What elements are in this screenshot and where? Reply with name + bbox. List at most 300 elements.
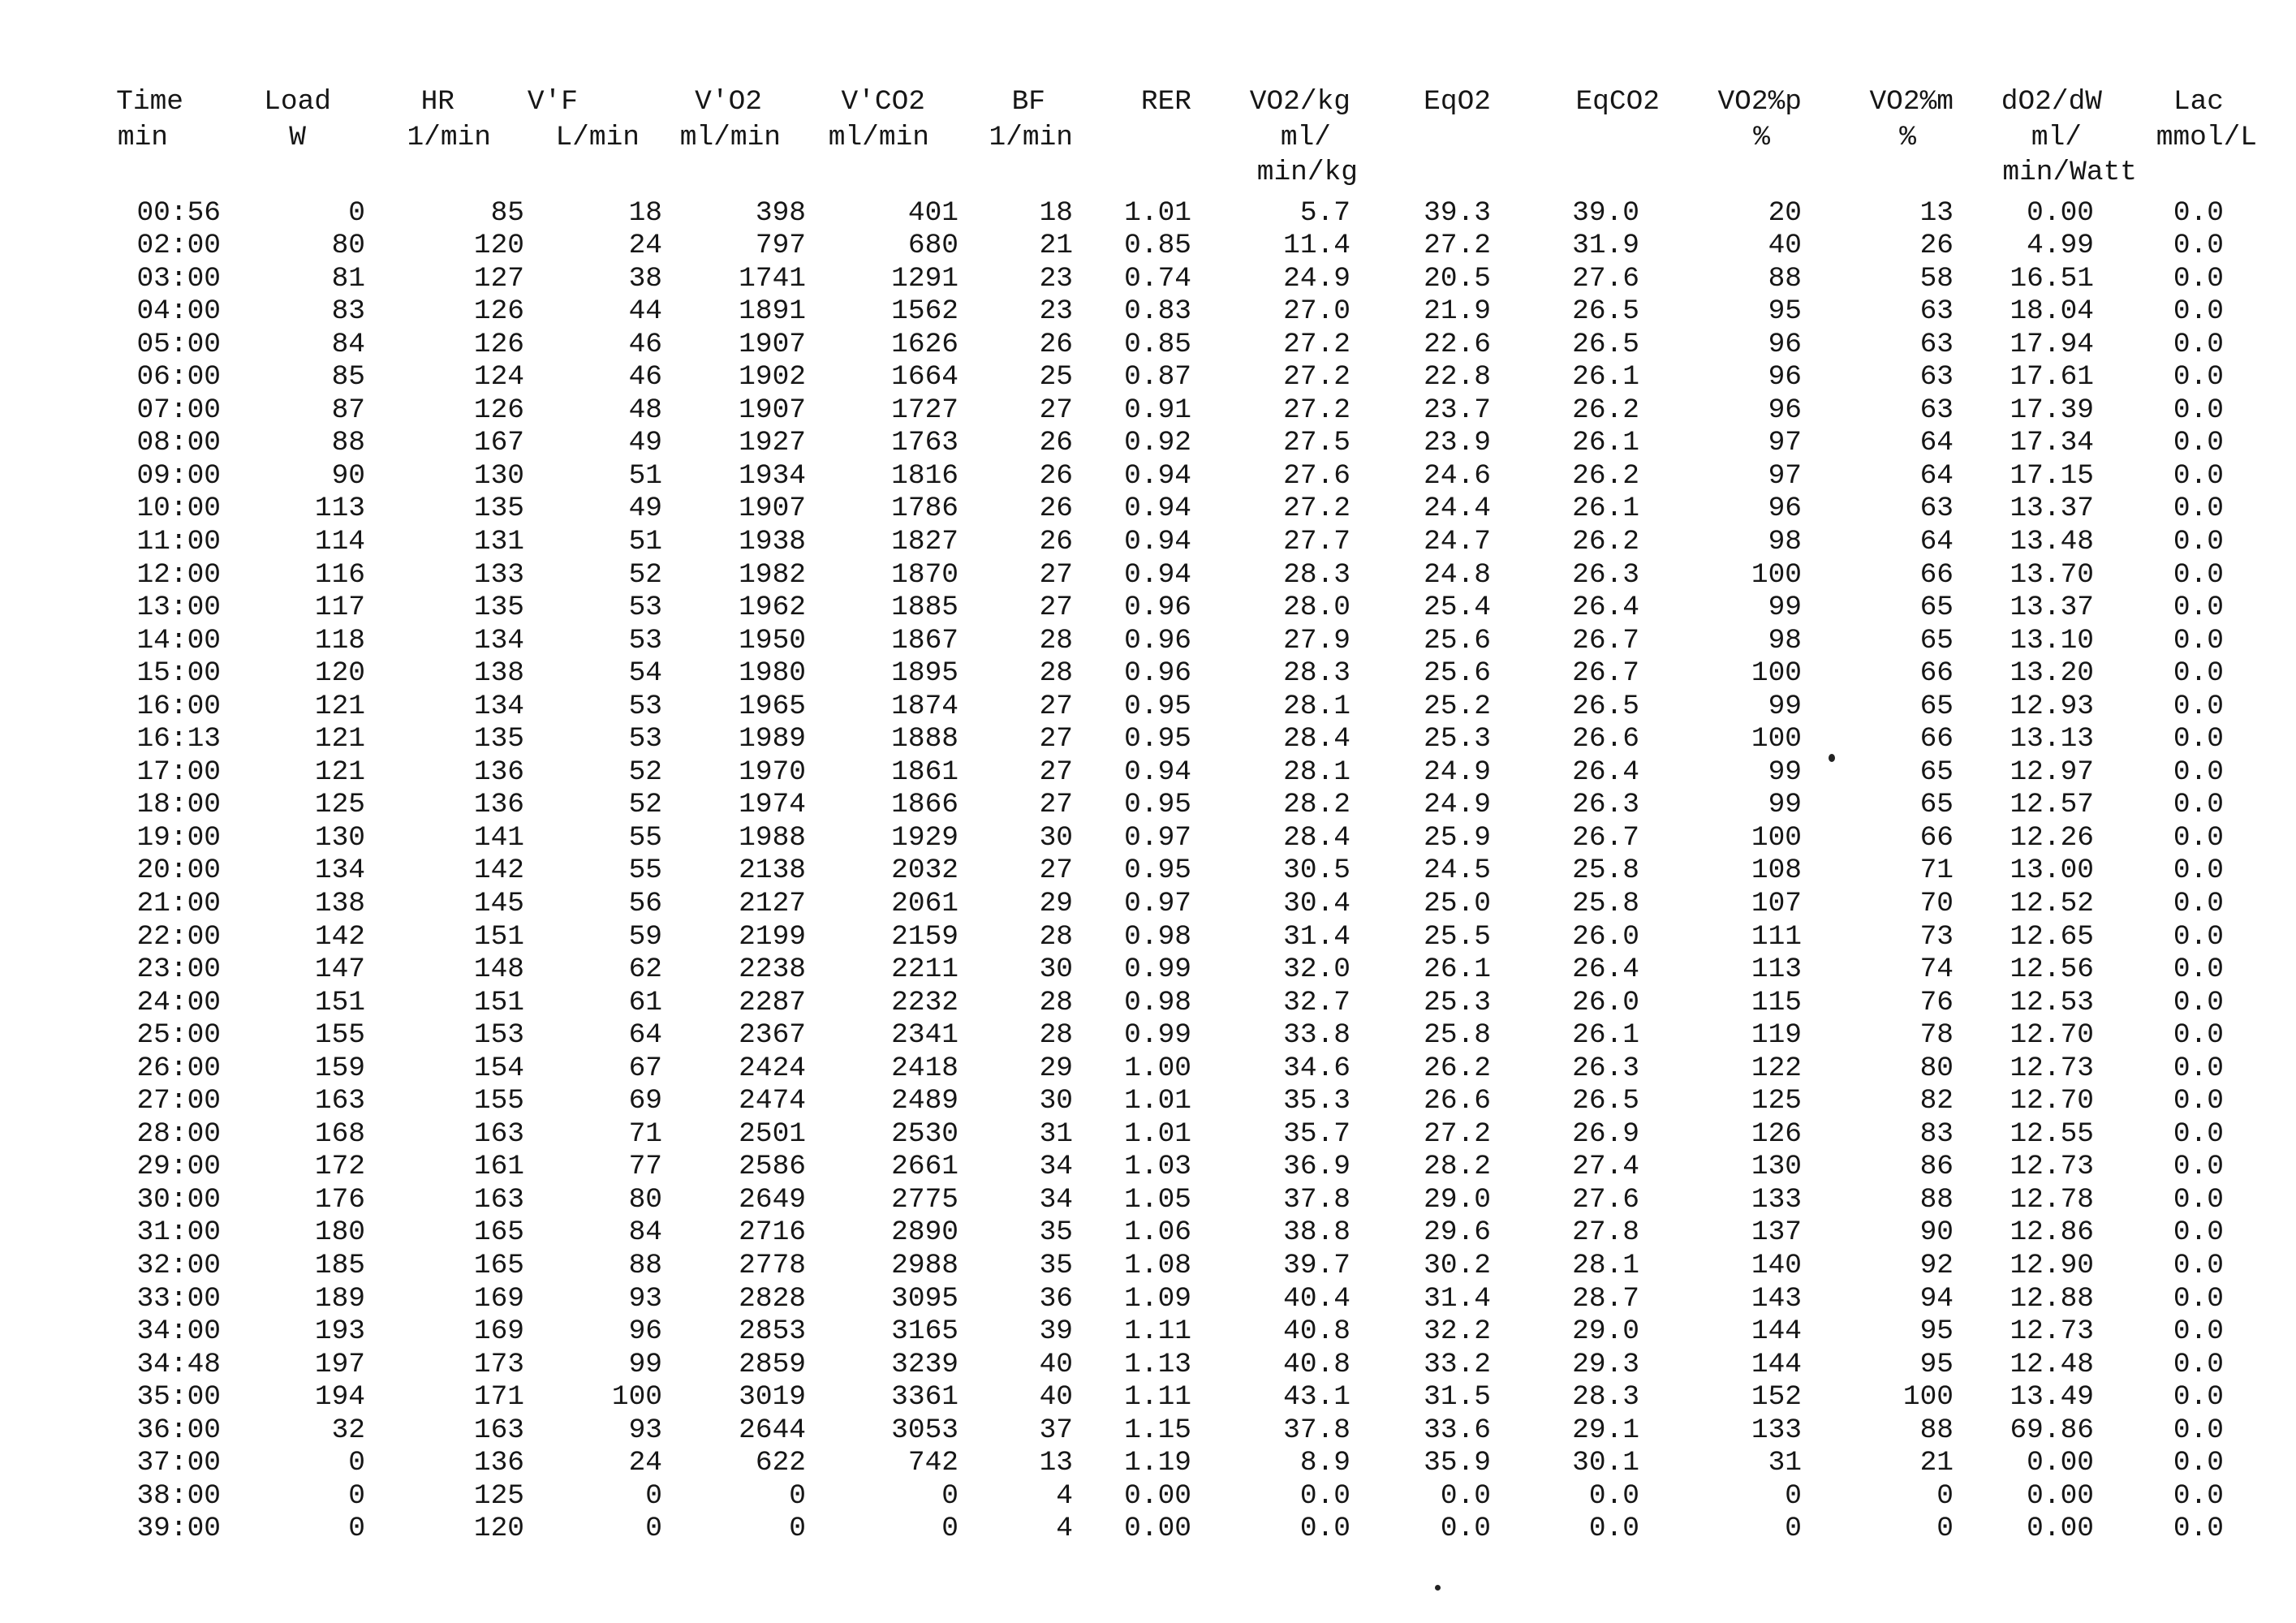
header-cell-vco2: V'CO2: [841, 86, 925, 118]
header-cell-vf: L/min: [555, 121, 640, 153]
cell-eqo2: 25.4: [1424, 592, 1491, 624]
cell-vo2_pct_m: 66: [1919, 657, 1954, 690]
header-cell-vo2_pct_m: %: [1899, 121, 1916, 153]
table-row: [0, 657, 2224, 691]
cell-eqco2: 26.0: [1572, 920, 1639, 953]
cell-bf: 29: [1039, 1052, 1073, 1084]
cell-load: 90: [331, 459, 365, 492]
cell-rer: 0.95: [1124, 723, 1191, 756]
cell-hr: 85: [490, 196, 524, 229]
cell-bf: 27: [1039, 558, 1073, 591]
cell-vco2: 1562: [891, 295, 958, 328]
cell-bf: 26: [1039, 525, 1073, 558]
cell-bf: 28: [1039, 657, 1073, 690]
cell-do2_dw: 12.90: [2010, 1250, 2094, 1281]
header-cell-vo2_pct_m: [1802, 155, 1954, 191]
cell-time: 22:00: [136, 920, 221, 953]
cell-hr: 130: [473, 459, 524, 492]
cell-load: 147: [314, 954, 365, 986]
cell-bf: 30: [1039, 1085, 1073, 1117]
cell-vco2: 1291: [891, 262, 958, 295]
cell-eqco2: 26.9: [1572, 1117, 1639, 1150]
table-row: [0, 723, 2224, 756]
cell-vo2_pct_p: 40: [1768, 230, 1802, 262]
cell-lac: 0.0: [2173, 1513, 2224, 1545]
cell-vf: 84: [628, 1216, 662, 1249]
cell-eqco2: 26.5: [1572, 328, 1639, 360]
cell-hr: 163: [473, 1117, 524, 1150]
cell-do2_dw: 12.97: [2010, 756, 2094, 788]
cell-vo2_kg: 40.8: [1283, 1315, 1350, 1348]
cell-vo2_pct_p: 99: [1768, 789, 1802, 821]
cell-eqco2: 26.0: [1572, 986, 1639, 1018]
table-row: [0, 822, 2224, 855]
cell-eqco2: 26.3: [1572, 558, 1639, 591]
cell-time: 24:00: [136, 986, 221, 1018]
cell-vo2_pct_m: 94: [1919, 1282, 1954, 1315]
cell-vo2_kg: 28.3: [1283, 558, 1350, 591]
cell-eqco2: 26.5: [1572, 1085, 1639, 1117]
cell-vo2_pct_p: 100: [1751, 657, 1802, 690]
cell-eqo2: 29.0: [1424, 1183, 1491, 1216]
cell-vco2: 0: [941, 1513, 958, 1545]
cell-load: 0: [348, 1447, 365, 1479]
cell-hr: 154: [473, 1052, 524, 1084]
cell-vo2: 1907: [739, 493, 806, 525]
cell-vf: 99: [628, 1348, 662, 1380]
cell-lac: 0.0: [2173, 1250, 2224, 1281]
cell-vco2: 1727: [891, 394, 958, 426]
cell-rer: 0.98: [1124, 920, 1191, 953]
cell-eqco2: 28.7: [1572, 1282, 1639, 1315]
cell-vco2: 1626: [891, 328, 958, 360]
cell-vo2_pct_p: 122: [1751, 1052, 1802, 1084]
cell-time: 34:00: [136, 1315, 221, 1348]
table-row: [0, 855, 2224, 888]
cell-lac: 0.0: [2173, 1414, 2224, 1446]
cell-lac: 0.0: [2173, 427, 2224, 459]
cell-vo2_kg: 24.9: [1283, 262, 1350, 295]
cell-rer: 1.01: [1124, 196, 1191, 229]
cell-rer: 1.08: [1124, 1250, 1191, 1281]
cell-vf: 54: [628, 657, 662, 690]
cell-vo2_kg: 27.6: [1283, 459, 1350, 492]
cell-hr: 126: [473, 394, 524, 426]
cell-time: 12:00: [136, 558, 221, 591]
cell-vco2: 1763: [891, 427, 958, 459]
cell-lac: 0.0: [2173, 1348, 2224, 1380]
cell-eqco2: 25.8: [1572, 887, 1639, 919]
cell-vo2: 0: [789, 1513, 806, 1545]
cell-eqo2: 30.2: [1424, 1250, 1491, 1281]
cell-vo2_pct_m: 73: [1919, 920, 1954, 953]
header-row: [0, 120, 2224, 156]
cell-hr: 120: [473, 230, 524, 262]
table-row: [0, 1283, 2224, 1316]
cell-eqco2: 29.1: [1572, 1414, 1639, 1446]
cell-load: 121: [314, 723, 365, 756]
table-row: [0, 1053, 2224, 1086]
cell-vf: 49: [628, 427, 662, 459]
table-row: [0, 1118, 2224, 1152]
cell-load: 159: [314, 1052, 365, 1084]
cell-lac: 0.0: [2173, 1151, 2224, 1183]
cell-rer: 1.06: [1124, 1216, 1191, 1249]
cell-eqo2: 25.9: [1424, 821, 1491, 854]
cell-time: 29:00: [136, 1151, 221, 1183]
cell-load: 0: [348, 196, 365, 229]
cell-hr: 163: [473, 1183, 524, 1216]
cell-vo2: 1965: [739, 690, 806, 722]
table-row: [0, 295, 2224, 329]
cell-eqco2: 26.6: [1572, 723, 1639, 756]
cell-rer: 0.95: [1124, 789, 1191, 821]
cell-vo2_pct_m: 0: [1936, 1479, 1954, 1512]
cell-vo2: 2127: [739, 887, 806, 919]
table-row: [0, 460, 2224, 493]
cell-vo2_kg: 28.0: [1283, 592, 1350, 624]
cell-vo2_pct_p: 126: [1751, 1117, 1802, 1150]
cell-time: 35:00: [136, 1381, 221, 1414]
cell-vo2_pct_p: 31: [1768, 1447, 1802, 1479]
header-row: [0, 84, 2224, 120]
cell-hr: 153: [473, 1019, 524, 1052]
cell-vo2_pct_m: 65: [1919, 624, 1954, 657]
table-row: [0, 493, 2224, 526]
cell-vo2: 2853: [739, 1315, 806, 1348]
header-cell-eqco2: [1491, 155, 1639, 191]
cell-hr: 173: [473, 1348, 524, 1380]
cell-load: 197: [314, 1348, 365, 1380]
cell-load: 121: [314, 756, 365, 788]
cell-do2_dw: 13.70: [2010, 558, 2094, 591]
header-cell-eqco2: EqCO2: [1575, 86, 1660, 118]
cell-time: 00:56: [136, 196, 221, 229]
cell-eqco2: 26.1: [1572, 427, 1639, 459]
cell-rer: 0.97: [1124, 821, 1191, 854]
cell-vo2_pct_p: 0: [1785, 1513, 1802, 1545]
cell-eqco2: 26.5: [1572, 690, 1639, 722]
cell-eqco2: 26.3: [1572, 1052, 1639, 1084]
cell-vo2_pct_p: 143: [1751, 1282, 1802, 1315]
cell-vo2_kg: 35.7: [1283, 1117, 1350, 1150]
cell-rer: 0.74: [1124, 262, 1191, 295]
cell-eqco2: 27.4: [1572, 1151, 1639, 1183]
cell-vo2: 1980: [739, 657, 806, 690]
cell-vco2: 1870: [891, 558, 958, 591]
cell-rer: 0.87: [1124, 361, 1191, 394]
cell-vco2: 2890: [891, 1216, 958, 1249]
cell-vco2: 680: [907, 230, 958, 262]
cell-vf: 55: [628, 855, 662, 887]
cell-rer: 1.15: [1124, 1414, 1191, 1446]
cell-vf: 49: [628, 493, 662, 525]
cell-time: 06:00: [136, 361, 221, 394]
cell-hr: 165: [473, 1216, 524, 1249]
cell-lac: 0.0: [2173, 887, 2224, 919]
cell-time: 02:00: [136, 230, 221, 262]
cell-bf: 30: [1039, 954, 1073, 986]
cell-lac: 0.0: [2173, 624, 2224, 657]
cell-vf: 69: [628, 1085, 662, 1117]
cell-hr: 165: [473, 1250, 524, 1281]
cell-vo2: 1891: [739, 295, 806, 328]
cell-vo2_kg: 34.6: [1283, 1052, 1350, 1084]
cell-eqo2: 31.5: [1424, 1381, 1491, 1414]
cell-do2_dw: 13.48: [2010, 525, 2094, 558]
cell-vo2: 2367: [739, 1019, 806, 1052]
cell-hr: 142: [473, 855, 524, 887]
cell-vo2_pct_p: 107: [1751, 887, 1802, 919]
cell-do2_dw: 12.73: [2010, 1151, 2094, 1183]
cell-hr: 169: [473, 1282, 524, 1315]
cell-do2_dw: 17.39: [2010, 394, 2094, 426]
cell-vo2_kg: 0.0: [1299, 1513, 1350, 1545]
cell-bf: 13: [1039, 1447, 1073, 1479]
cell-bf: 23: [1039, 295, 1073, 328]
table-row: [0, 1447, 2224, 1480]
cell-vo2_kg: 28.1: [1283, 756, 1350, 788]
cell-vo2_kg: 37.8: [1283, 1414, 1350, 1446]
cell-rer: 1.03: [1124, 1151, 1191, 1183]
cell-hr: 135: [473, 723, 524, 756]
cell-load: 155: [314, 1019, 365, 1052]
cell-vf: 64: [628, 1019, 662, 1052]
cell-hr: 133: [473, 558, 524, 591]
scan-speck-artifact: [1829, 754, 1835, 762]
cell-lac: 0.0: [2173, 592, 2224, 624]
cell-time: 20:00: [136, 855, 221, 887]
cell-lac: 0.0: [2173, 657, 2224, 690]
cell-bf: 27: [1039, 855, 1073, 887]
table-row: [0, 1085, 2224, 1118]
cell-vo2_pct_p: 144: [1751, 1348, 1802, 1380]
cell-bf: 35: [1039, 1250, 1073, 1281]
cell-vo2_pct_m: 66: [1919, 821, 1954, 854]
cell-eqco2: 26.1: [1572, 493, 1639, 525]
cell-vco2: 3053: [891, 1414, 958, 1446]
cell-eqo2: 24.8: [1424, 558, 1491, 591]
cell-eqo2: 24.4: [1424, 493, 1491, 525]
cell-hr: 169: [473, 1315, 524, 1348]
cell-eqco2: 26.3: [1572, 789, 1639, 821]
cell-lac: 0.0: [2173, 1019, 2224, 1052]
cell-vco2: 1867: [891, 624, 958, 657]
cell-hr: 163: [473, 1414, 524, 1446]
cell-vo2_pct_m: 95: [1919, 1348, 1954, 1380]
cell-vo2_pct_m: 86: [1919, 1151, 1954, 1183]
cell-lac: 0.0: [2173, 756, 2224, 788]
cell-hr: 124: [473, 361, 524, 394]
cell-time: 30:00: [136, 1183, 221, 1216]
table-body: [0, 191, 2224, 1546]
cell-vco2: 1816: [891, 459, 958, 492]
cell-vo2_kg: 40.4: [1283, 1282, 1350, 1315]
cell-do2_dw: 12.86: [2010, 1216, 2094, 1249]
cell-vco2: 2418: [891, 1052, 958, 1084]
cell-eqco2: 26.7: [1572, 624, 1639, 657]
cell-vco2: 2489: [891, 1085, 958, 1117]
cell-vf: 53: [628, 624, 662, 657]
cell-load: 118: [314, 624, 365, 657]
cell-time: 26:00: [136, 1052, 221, 1084]
cell-rer: 1.19: [1124, 1447, 1191, 1479]
table-row: [0, 559, 2224, 592]
cell-do2_dw: 17.15: [2010, 459, 2094, 492]
cell-lac: 0.0: [2173, 1447, 2224, 1479]
cell-eqo2: 33.2: [1424, 1348, 1491, 1380]
cell-lac: 0.0: [2173, 493, 2224, 525]
cell-load: 32: [331, 1414, 365, 1446]
cell-rer: 1.13: [1124, 1348, 1191, 1380]
cell-bf: 35: [1039, 1216, 1073, 1249]
cell-vo2: 3019: [739, 1381, 806, 1414]
cell-vco2: 1895: [891, 657, 958, 690]
cell-do2_dw: 16.51: [2010, 262, 2094, 295]
cell-bf: 4: [1056, 1513, 1073, 1545]
cell-time: 07:00: [136, 394, 221, 426]
cell-bf: 40: [1039, 1348, 1073, 1380]
cell-vo2_kg: 27.9: [1283, 624, 1350, 657]
cell-eqco2: 26.4: [1572, 592, 1639, 624]
cell-vo2_pct_m: 65: [1919, 592, 1954, 624]
cell-eqo2: 28.2: [1424, 1151, 1491, 1183]
cell-vo2_pct_p: 96: [1768, 493, 1802, 525]
cell-eqo2: 0.0: [1440, 1513, 1491, 1545]
table-row: [0, 1513, 2224, 1546]
cell-bf: 26: [1039, 427, 1073, 459]
cell-eqco2: 27.8: [1572, 1216, 1639, 1249]
cell-time: 16:13: [136, 723, 221, 756]
cell-vo2: 1988: [739, 821, 806, 854]
cell-bf: 27: [1039, 756, 1073, 788]
cell-vo2: 622: [755, 1447, 806, 1479]
cell-load: 180: [314, 1216, 365, 1249]
cell-lac: 0.0: [2173, 295, 2224, 328]
cell-vf: 96: [628, 1315, 662, 1348]
header-cell-bf: BF: [1011, 86, 1045, 118]
cell-vf: 59: [628, 920, 662, 953]
cell-lac: 0.0: [2173, 328, 2224, 360]
table-row: [0, 263, 2224, 296]
cell-eqo2: 20.5: [1424, 262, 1491, 295]
header-cell-load: Load: [264, 86, 331, 118]
cell-eqco2: 26.2: [1572, 394, 1639, 426]
cell-vo2_pct_p: 98: [1768, 525, 1802, 558]
cell-bf: 26: [1039, 459, 1073, 492]
header-cell-do2_dw: ml/: [2031, 121, 2082, 153]
cell-eqo2: 39.3: [1424, 196, 1491, 229]
cell-lac: 0.0: [2173, 230, 2224, 262]
cell-eqo2: 25.5: [1424, 920, 1491, 953]
table-row: [0, 329, 2224, 362]
cell-eqco2: 39.0: [1572, 196, 1639, 229]
cell-vo2_pct_m: 26: [1919, 230, 1954, 262]
cell-vo2: 0: [789, 1479, 806, 1512]
cell-vf: 77: [628, 1151, 662, 1183]
header-cell-time: [0, 155, 221, 191]
cell-vco2: 2775: [891, 1183, 958, 1216]
cell-vo2_kg: 38.8: [1283, 1216, 1350, 1249]
cell-load: 138: [314, 887, 365, 919]
cell-rer: 1.09: [1124, 1282, 1191, 1315]
cell-vf: 52: [628, 558, 662, 591]
cell-lac: 0.0: [2173, 1085, 2224, 1117]
cell-vo2_pct_p: 96: [1768, 361, 1802, 394]
cell-load: 168: [314, 1117, 365, 1150]
cell-hr: 151: [473, 986, 524, 1018]
cell-vf: 53: [628, 592, 662, 624]
cell-vf: 24: [628, 230, 662, 262]
cell-vo2_pct_m: 100: [1902, 1381, 1954, 1414]
header-cell-rer: RER: [1140, 86, 1191, 118]
header-cell-time: min: [117, 121, 168, 153]
cell-rer: 0.96: [1124, 624, 1191, 657]
cell-vo2_kg: 11.4: [1283, 230, 1350, 262]
cell-rer: 0.99: [1124, 1019, 1191, 1052]
header-cell-vo2_pct_p: %: [1753, 121, 1770, 153]
cell-vo2_pct_p: 125: [1751, 1085, 1802, 1117]
cell-load: 84: [331, 328, 365, 360]
header-cell-vo2_pct_m: VO2%m: [1869, 86, 1954, 118]
cell-vco2: 1929: [891, 821, 958, 854]
cell-rer: 1.00: [1124, 1052, 1191, 1084]
cell-vco2: 1888: [891, 723, 958, 756]
cell-load: 176: [314, 1183, 365, 1216]
cell-bf: 23: [1039, 262, 1073, 295]
cell-hr: 167: [473, 427, 524, 459]
cell-rer: 0.99: [1124, 954, 1191, 986]
cell-eqco2: 27.6: [1572, 1183, 1639, 1216]
cell-vo2_pct_m: 63: [1919, 361, 1954, 394]
cell-vo2: 2716: [739, 1216, 806, 1249]
cell-vo2_pct_p: 100: [1751, 723, 1802, 756]
cell-load: 163: [314, 1085, 365, 1117]
cell-lac: 0.0: [2173, 1216, 2224, 1249]
cell-eqo2: 24.9: [1424, 756, 1491, 788]
cell-vo2: 398: [755, 196, 806, 229]
cell-vo2_kg: 28.4: [1283, 723, 1350, 756]
cell-time: 37:00: [136, 1447, 221, 1479]
cell-hr: 151: [473, 920, 524, 953]
table-row: [0, 1019, 2224, 1053]
cell-vo2_pct_p: 133: [1751, 1183, 1802, 1216]
cell-vco2: 3361: [891, 1381, 958, 1414]
cell-vf: 52: [628, 756, 662, 788]
header-row: [0, 155, 2224, 191]
cell-bf: 36: [1039, 1282, 1073, 1315]
cell-vf: 80: [628, 1183, 662, 1216]
cell-hr: 131: [473, 525, 524, 558]
cell-load: 0: [348, 1479, 365, 1512]
cell-do2_dw: 13.20: [2010, 657, 2094, 690]
cell-vo2_kg: 0.0: [1299, 1479, 1350, 1512]
cell-rer: 0.94: [1124, 459, 1191, 492]
cell-vo2_pct_p: 111: [1751, 920, 1802, 953]
cell-vo2_pct_m: 64: [1919, 525, 1954, 558]
cell-hr: 136: [473, 756, 524, 788]
header-cell-vo2_pct_p: [1639, 155, 1802, 191]
header-cell-hr: HR: [420, 86, 454, 118]
table-row: [0, 1151, 2224, 1184]
header-cell-eqo2: [1350, 120, 1491, 156]
cell-lac: 0.0: [2173, 558, 2224, 591]
cell-do2_dw: 12.73: [2010, 1052, 2094, 1084]
cell-vo2_pct_p: 137: [1751, 1216, 1802, 1249]
cell-rer: 0.94: [1124, 493, 1191, 525]
cell-vo2: 1982: [739, 558, 806, 591]
cell-time: 38:00: [136, 1479, 221, 1512]
